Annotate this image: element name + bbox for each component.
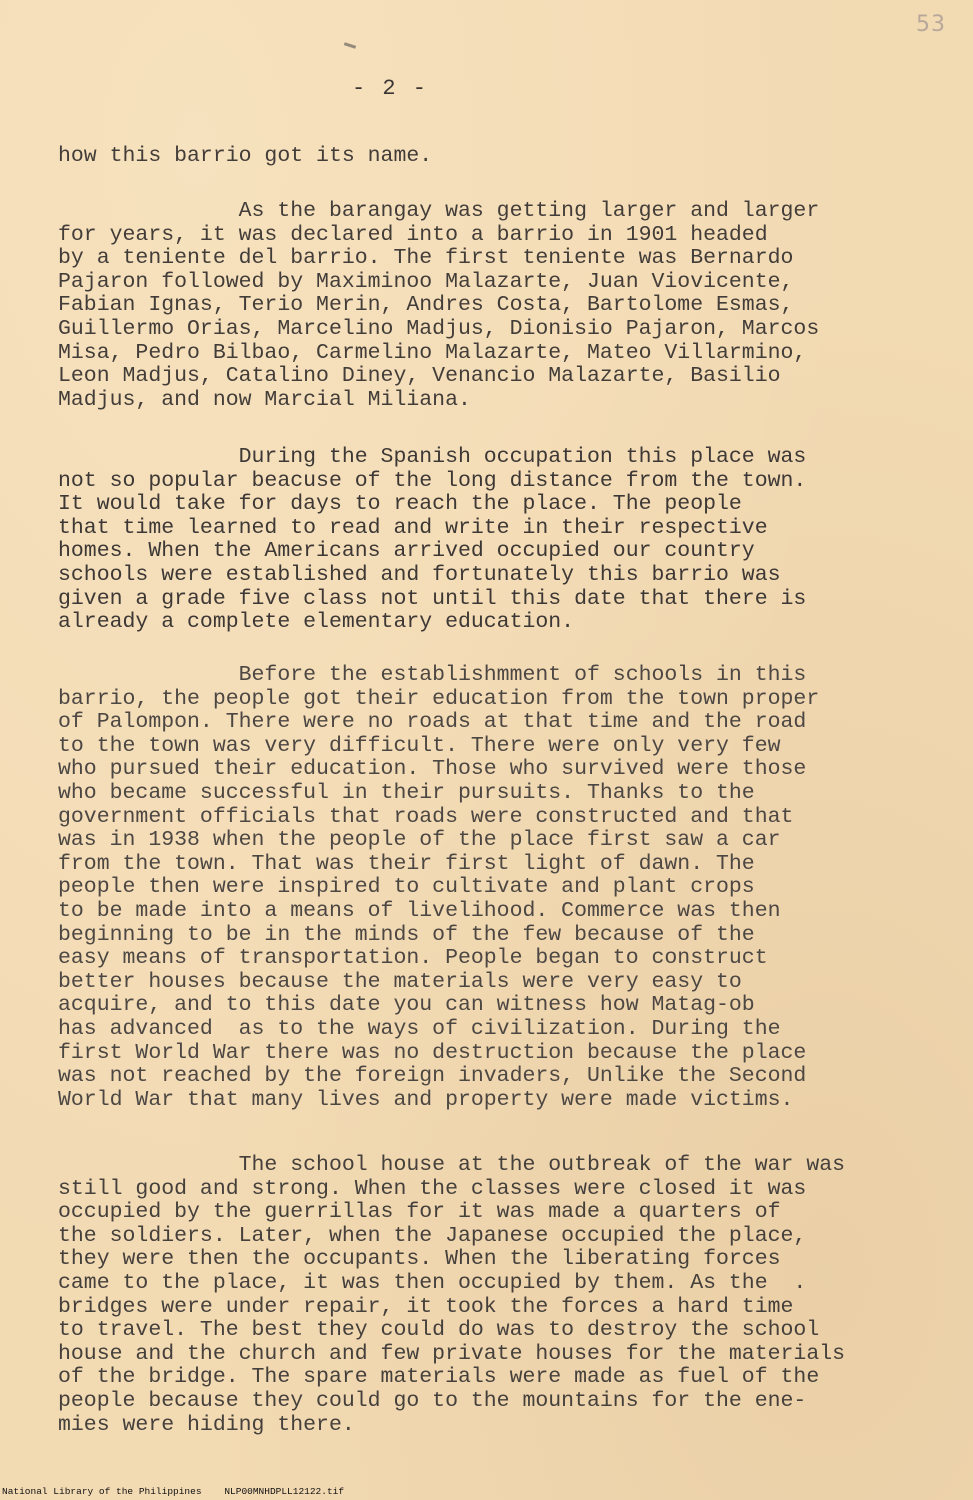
pen-tick-mark xyxy=(344,42,356,49)
paragraph-barrio-tenientes: As the barangay was getting larger and larger for years, it was declared into a barrio in 1901 headed by a teniente del barrio. The first teniente was Bernardo Pajaron followed by Maximinoo Malazarte, Juan Viovicente, Fabian Ignas, Terio Merin, Andres Costa, Bartolome Esmas, Guillermo Orias, Marcelino Madjus, Dionisio Pajaron, Marcos Misa, Pedro Bilbao, Carmelino Malazarte, Mateo Villarmino, Leon Madjus, Catalino Diney, Venancio Malazarte, Basilio Madjus, and now Marcial Miliana. xyxy=(58,199,820,412)
handwritten-page-mark: 53 xyxy=(916,12,946,37)
archive-footer: National Library of the Philippines NLP00MNHDPLL12122.tif xyxy=(2,1486,345,1497)
paragraph-school-house-war: The school house at the outbreak of the war was still good and strong. When the classes were closed it was occupied by the guerrillas for it was made a quarters of the soldiers. Later, when the Japanese occupied the place, they were then the occupants. When the liberating forces came to the place, it was then occupied by them. As the . bridges were under repair, it took the forces a hard time to travel. The best they could do was to destroy the school house and the church and few private houses for the materials of the bridge. The spare materials were made as fuel of the people because they could go to the mountains for the ene- mies were hiding there. xyxy=(58,1153,846,1437)
paragraph-intro-line: how this barrio got its name. xyxy=(58,144,433,168)
paragraph-spanish-occupation: During the Spanish occupation this place was not so popular beacuse of the long distance from the town. It would take for days to reach the place. The people that time learned to read and write in their respective homes. When the Americans arrived occupied our country schools were established and fortunately this barrio was given a grade five class not until this date that there is already a complete elementary education. xyxy=(58,445,807,635)
page-number: - 2 - xyxy=(352,76,429,101)
paragraph-education-progress: Before the establishmment of schools in this barrio, the people got their education from the town proper of Palompon. There were no roads at that time and the road to the town was very difficult. There were only very few who pursued their education. Those who survived were those who became successful in their pursuits. Thanks to the government officials that roads were constructed and that was in 1938 when the people of the place first saw a car from the town. That was their first light of dawn. The people then were inspired to cultivate and plant crops to be made into a means of livelihood. Commerce was then beginning to be in the minds of the few because of the easy means of transportation. People began to construct better houses because the materials were very easy to acquire, and to this date you can witness how Matag-ob has advanced as to the ways of civilization. During the first World War there was no destruction because the place was not reached by the foreign invaders, Unlike the Second World War that many lives and property were made victims. xyxy=(58,663,820,1112)
